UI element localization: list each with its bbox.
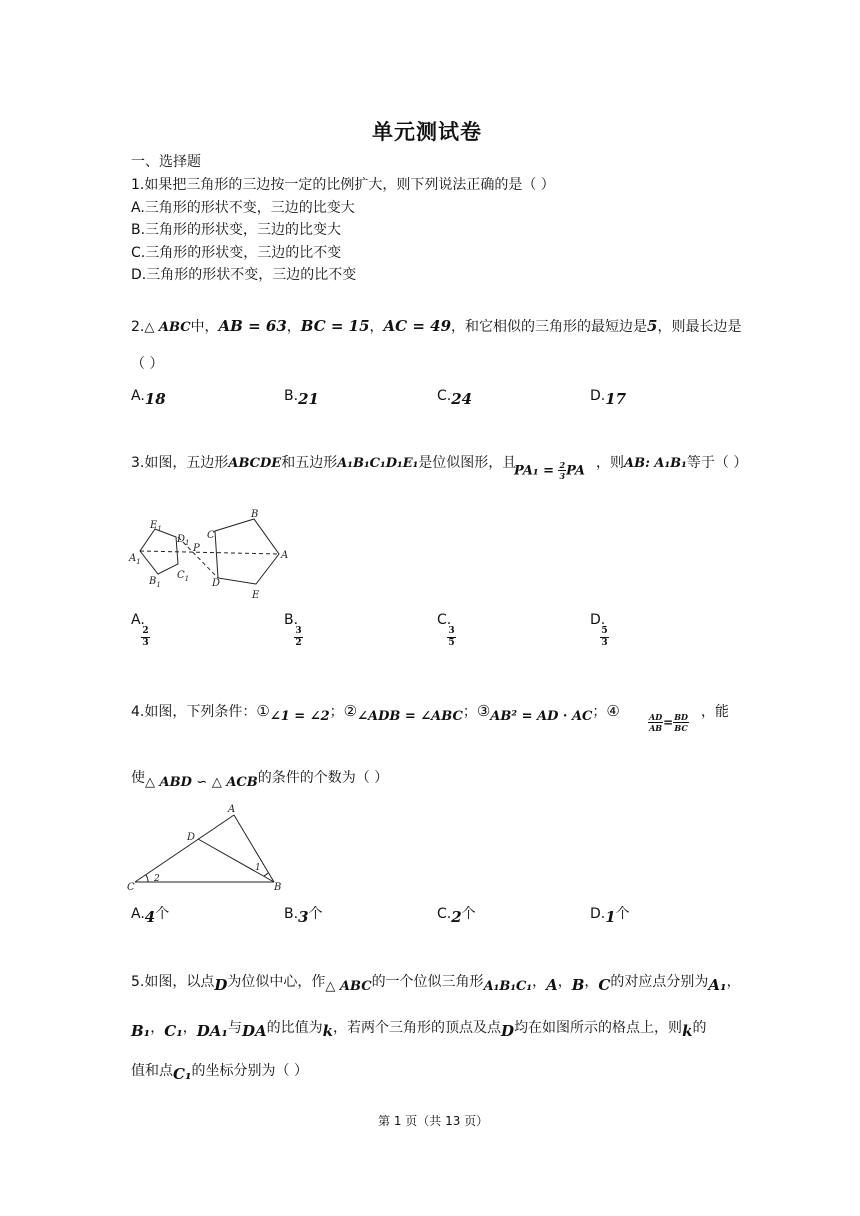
q3-text4: ，则 bbox=[596, 455, 624, 471]
option-label: D. bbox=[590, 612, 606, 628]
q2-bc: BC = 15 bbox=[300, 317, 370, 335]
option-fraction: 5 3 bbox=[601, 626, 608, 648]
q4-cond-1: ∠1 = ∠2 bbox=[269, 709, 330, 724]
option-unit: 个 bbox=[155, 906, 170, 922]
option-label: A. bbox=[131, 906, 145, 922]
q5-text8: ，若两个三角形的顶点及点 bbox=[333, 1020, 502, 1036]
q2-option-d bbox=[590, 386, 627, 408]
q3-text2: 和五边形 bbox=[281, 455, 338, 471]
label-c: C bbox=[207, 530, 215, 541]
option-label: C. bbox=[437, 906, 452, 922]
option-fraction: 2 3 bbox=[142, 626, 149, 648]
q4-stem-line2 bbox=[131, 767, 389, 790]
q2-paren: （ ） bbox=[131, 356, 164, 372]
q5-b: B bbox=[571, 976, 585, 994]
q3-eq-left: PA₁ = bbox=[514, 463, 555, 479]
option-label: B. bbox=[284, 906, 299, 922]
q1-option-c: C.三角形的形状变，三边的比不变 bbox=[131, 245, 342, 261]
q4-semi: ； bbox=[329, 704, 344, 720]
q4-marker-4: ④ bbox=[606, 702, 620, 720]
q4-text2: ，能 bbox=[701, 704, 729, 720]
q4-cond-2: ∠ADB = ∠ABC bbox=[357, 709, 463, 724]
q2-text1: 中， bbox=[190, 319, 219, 335]
q5-text7: 的比值为 bbox=[266, 1020, 323, 1036]
q5-text3: 的一个位似三角形 bbox=[371, 974, 484, 990]
q3-stem bbox=[131, 452, 516, 472]
option-label: D. bbox=[590, 906, 606, 922]
option-unit: 个 bbox=[615, 906, 630, 922]
q2-stem-line1 bbox=[131, 316, 741, 336]
q2-option-c bbox=[437, 386, 473, 408]
q5-stem-line1: 5.如图，以点D为位似中心，作△ ABC的一个位似三角形A₁B₁C₁，A，B，C的对应点分别为A₁， bbox=[131, 974, 741, 994]
small-pentagon bbox=[140, 529, 178, 574]
angle-2-arc bbox=[146, 875, 148, 882]
q4-line2-suffix: 的条件的个数为（ ） bbox=[257, 770, 389, 786]
q4-marker-1: ① bbox=[256, 702, 270, 720]
label-angle-1: 1 bbox=[255, 863, 261, 873]
q3-equation bbox=[514, 460, 585, 481]
q4-semi: ； bbox=[592, 704, 607, 720]
label-a1: $A_1$ bbox=[129, 553, 141, 566]
q3-eq-fraction bbox=[558, 460, 566, 481]
q5-k2: k bbox=[682, 1022, 693, 1040]
q5-k: k bbox=[322, 1022, 334, 1040]
q5-text11: 值和点 bbox=[131, 1063, 173, 1079]
q5-triangle2: A₁B₁C₁ bbox=[483, 979, 533, 994]
q5-text1: 5.如图，以点 bbox=[131, 974, 215, 990]
q5-da: DA bbox=[241, 1022, 267, 1040]
q4-frac-2: $\frac{BD}{BC}$ bbox=[674, 712, 688, 733]
q3-ratio: AB: A₁B₁ bbox=[624, 456, 687, 471]
q4-option-b bbox=[284, 903, 323, 926]
q5-da1: DA₁ bbox=[196, 1022, 228, 1040]
page-footer: 第 1 页（共 13 页） bbox=[378, 1114, 489, 1128]
q5-point-d2: D bbox=[501, 1022, 515, 1040]
option-unit: 个 bbox=[308, 906, 323, 922]
q4-semi: ； bbox=[462, 704, 477, 720]
option-label: B. bbox=[284, 612, 299, 628]
q3-option-b bbox=[284, 612, 302, 648]
option-fraction: 3 2 bbox=[295, 626, 302, 648]
option-unit: 个 bbox=[461, 906, 476, 922]
label-b1: $B_1$ bbox=[149, 576, 161, 589]
q4-option-c bbox=[437, 903, 476, 926]
q4-stem-line1 bbox=[131, 701, 620, 724]
large-pentagon bbox=[215, 519, 279, 584]
q4-similar: △ ABD ∽ △ ACB bbox=[145, 775, 258, 790]
q3-option-c bbox=[437, 612, 455, 648]
q5-stem-line2: B₁，C₁，DA₁与DA的比值为k，若两个三角形的顶点及点D均在如图所示的格点上，则k的 bbox=[131, 1020, 707, 1040]
option-value: 17 bbox=[605, 390, 627, 408]
label-a: A bbox=[228, 804, 236, 815]
q1-option-d: D.三角形的形状不变，三边的比不变 bbox=[131, 267, 357, 283]
label-d1: $D_1$ bbox=[177, 534, 190, 547]
label-d: D bbox=[212, 578, 221, 589]
q3-pentagon1: ABCDE bbox=[228, 456, 282, 471]
label-e1: $E_1$ bbox=[150, 520, 162, 533]
q3-eq-den: 3 bbox=[559, 471, 566, 481]
q4-marker-3: ③ bbox=[476, 702, 491, 720]
q3-option-d bbox=[590, 612, 608, 648]
q3-text5: 等于（ ） bbox=[686, 455, 748, 471]
q5-triangle: △ ABC bbox=[325, 979, 372, 994]
side-ab bbox=[234, 815, 274, 882]
label-b: B bbox=[274, 882, 282, 892]
q4-frac-1: $\frac{AD}{AB}$ bbox=[649, 712, 663, 733]
label-c1: $C_1$ bbox=[177, 570, 190, 583]
q1-option-a: A.三角形的形状不变，三边的比变大 bbox=[131, 200, 355, 216]
option-label: C. bbox=[437, 388, 452, 404]
q5-text2: 为位似中心，作 bbox=[227, 974, 326, 990]
label-a: A bbox=[281, 550, 289, 561]
q2-option-b bbox=[284, 386, 319, 408]
q3-pentagon-figure bbox=[128, 506, 293, 602]
q4-line2-prefix: 使 bbox=[131, 770, 145, 786]
option-label: C. bbox=[437, 612, 452, 628]
q2-triangle: △ ABC bbox=[144, 320, 191, 335]
option-value: 21 bbox=[298, 390, 319, 408]
q4-cond-3: AB² = AD · AC bbox=[490, 709, 593, 724]
label-angle-2: 2 bbox=[154, 874, 160, 884]
q5-c1: C₁ bbox=[164, 1022, 183, 1040]
q4-cond-4 bbox=[648, 712, 689, 733]
q5-stem-line3 bbox=[131, 1060, 308, 1083]
q4-option-a bbox=[131, 903, 170, 926]
label-b: B bbox=[251, 509, 259, 520]
q4-text1: 4.如图，下列条件： bbox=[131, 704, 257, 720]
label-c: C bbox=[127, 882, 135, 892]
q2-prefix: 2. bbox=[131, 319, 145, 335]
q2-sep2: ， bbox=[369, 319, 384, 335]
q5-b1: B₁ bbox=[131, 1022, 151, 1040]
q5-text5: 的对应点分别为 bbox=[610, 974, 709, 990]
q5-text9: 均在如图所示的格点上，则 bbox=[514, 1020, 683, 1036]
label-d: D bbox=[187, 832, 196, 843]
page-title: 单元测试卷 bbox=[372, 120, 482, 144]
q5-a1: A₁ bbox=[708, 976, 727, 994]
q5-text12: 的坐标分别为（ ） bbox=[191, 1063, 308, 1079]
option-value: 18 bbox=[144, 390, 166, 408]
q4-marker-2: ② bbox=[343, 702, 358, 720]
dashed-line-aa1 bbox=[140, 551, 279, 554]
q2-text3: ，则最长边是 bbox=[657, 319, 742, 335]
label-e: E bbox=[252, 590, 260, 601]
q2-ab: AB = 63 bbox=[218, 317, 287, 335]
q5-comma: ， bbox=[532, 974, 547, 990]
q4-eq: = bbox=[663, 715, 674, 730]
q3-eq-right: PA bbox=[566, 463, 585, 479]
option-value: 24 bbox=[451, 390, 473, 408]
q1-stem: 1.如果把三角形的三边按一定的比例扩大，则下列说法正确的是（ ） bbox=[131, 177, 555, 193]
section-heading: 一、选择题 bbox=[131, 154, 201, 170]
side-ca bbox=[135, 815, 234, 882]
label-p: P bbox=[193, 543, 200, 554]
q2-sep1: ， bbox=[286, 319, 301, 335]
q5-a: A bbox=[546, 976, 558, 994]
option-value: 2 bbox=[451, 908, 462, 926]
q3-text1: 3.如图，五边形 bbox=[131, 455, 229, 471]
q5-text6: 与 bbox=[227, 1020, 242, 1036]
q2-ac: AC = 49 bbox=[383, 317, 452, 335]
option-value: 4 bbox=[144, 908, 156, 926]
segment-db bbox=[198, 839, 274, 882]
q4-triangle-figure bbox=[124, 802, 294, 892]
q3-eq-num: 2 bbox=[559, 460, 566, 470]
option-fraction: 3 5 bbox=[448, 626, 455, 648]
q1-option-b: B.三角形的形状变，三边的比变大 bbox=[131, 222, 342, 238]
q3-pentagon2: A₁B₁C₁D₁E₁ bbox=[337, 456, 419, 471]
q4-option-d bbox=[590, 903, 630, 926]
q3-stem-tail bbox=[596, 452, 747, 472]
option-value: 1 bbox=[605, 908, 616, 926]
angle-1-arc bbox=[264, 873, 268, 876]
q2-text2: ，和它相似的三角形的最短边是 bbox=[451, 319, 648, 335]
q5-point-d: D bbox=[214, 976, 228, 994]
q2-option-a bbox=[131, 386, 166, 408]
q5-c1-b: C₁ bbox=[173, 1065, 192, 1083]
option-label: A. bbox=[131, 612, 145, 628]
option-label: B. bbox=[284, 388, 299, 404]
q2-short: 5 bbox=[647, 317, 658, 335]
q3-option-a bbox=[131, 612, 149, 648]
q3-text3: 是位似图形，且 bbox=[418, 455, 517, 471]
q5-text10: 的 bbox=[692, 1020, 707, 1036]
q5-c: C bbox=[598, 976, 611, 994]
option-label: D. bbox=[590, 388, 606, 404]
option-label: A. bbox=[131, 388, 145, 404]
option-value: 3 bbox=[298, 908, 309, 926]
